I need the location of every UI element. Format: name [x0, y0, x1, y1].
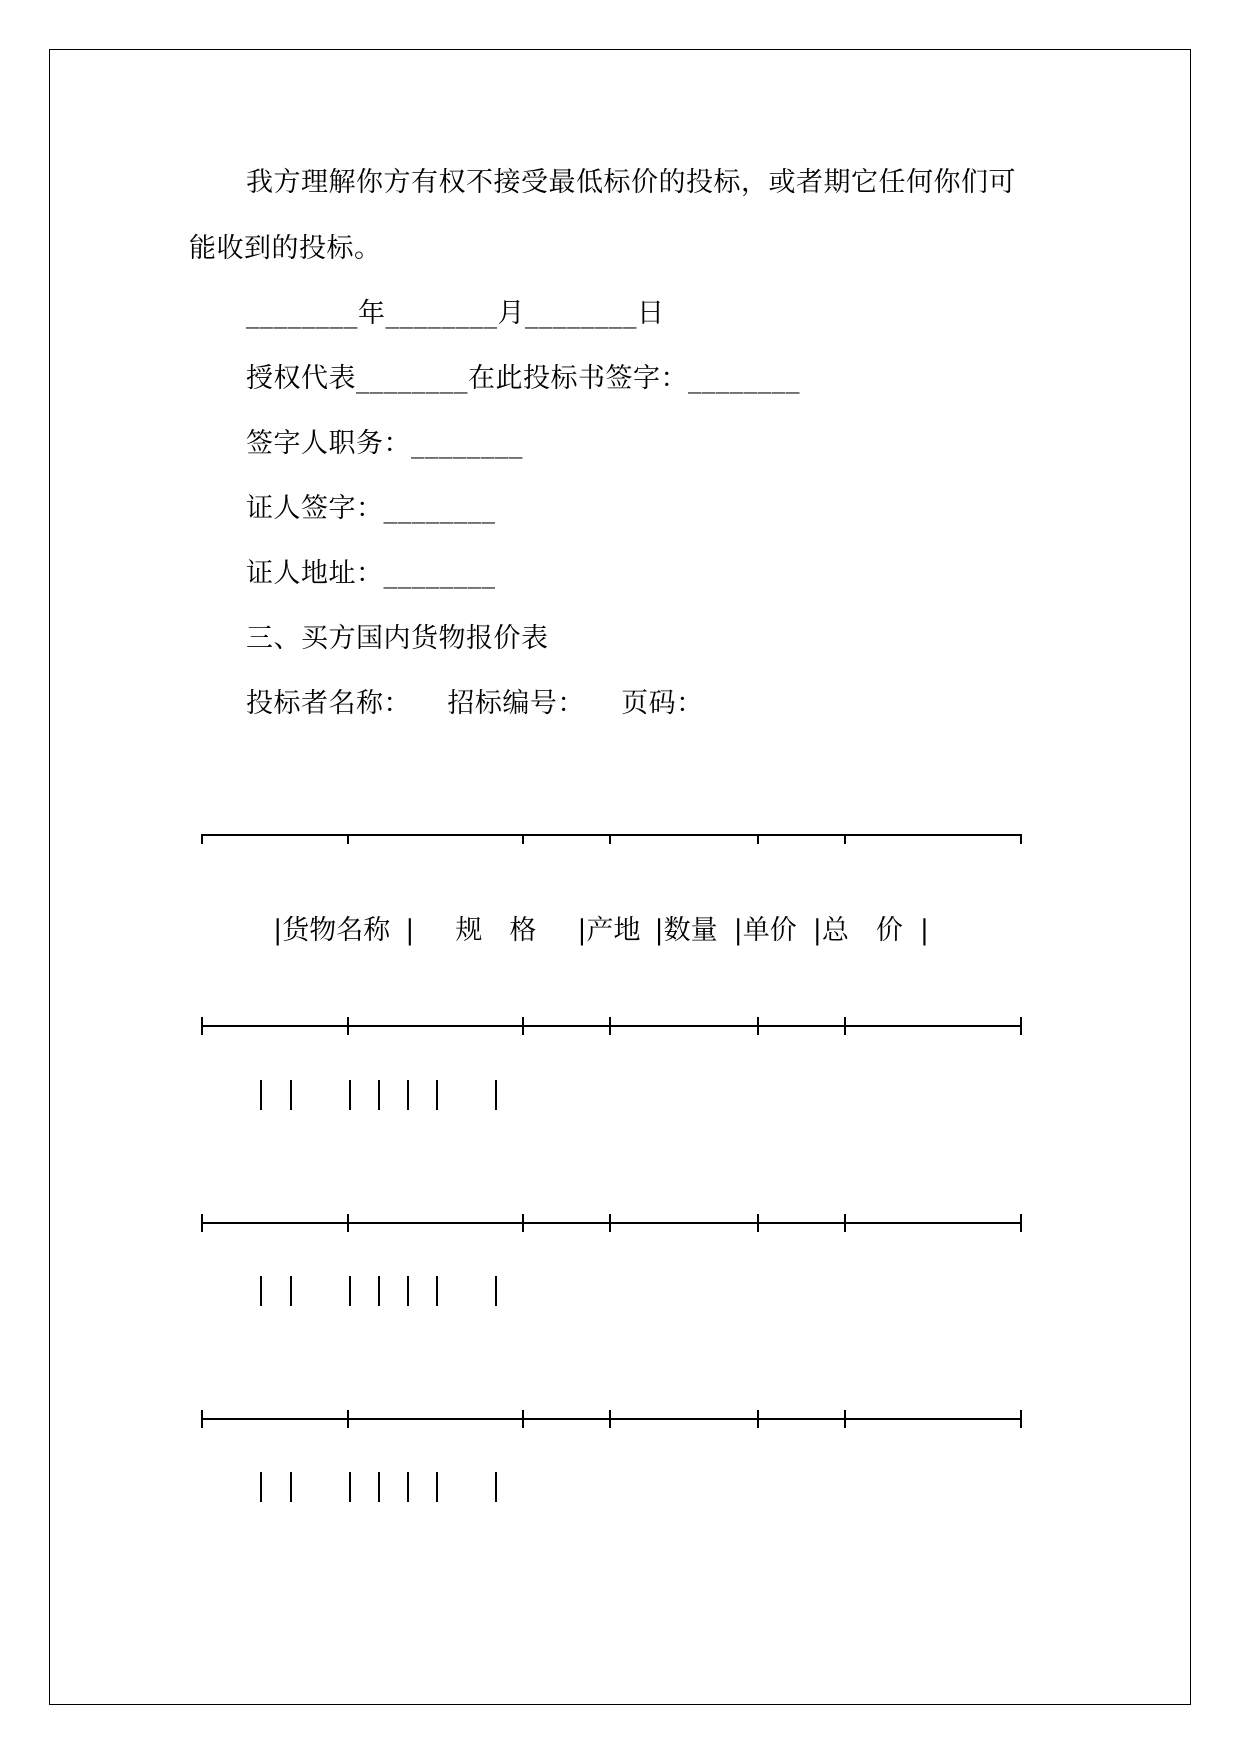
- table-header-row: [256, 880, 929, 948]
- header-divider: |: [273, 915, 283, 946]
- header-total-price: 总 价: [821, 915, 903, 946]
- header-divider: |: [812, 915, 822, 946]
- paragraph-line-2: 能收到的投标。: [189, 233, 382, 264]
- header-divider: |: [577, 915, 587, 946]
- header-unit-price: 单价: [742, 915, 797, 946]
- header-divider: |: [405, 915, 415, 946]
- section-title: 三、买方国内货物报价表: [246, 623, 549, 654]
- signer-title-line: 签字人职务：________: [246, 428, 523, 459]
- table-row: [260, 1276, 500, 1306]
- table-row: [260, 1472, 500, 1502]
- header-divider: |: [733, 915, 743, 946]
- header-quantity: 数量: [663, 915, 718, 946]
- header-origin: 产地: [586, 915, 641, 946]
- header-goods-name: 货物名称: [282, 915, 391, 946]
- witness-signature-line: 证人签字：________: [246, 493, 496, 524]
- header-spec: 规 格: [455, 915, 537, 946]
- bidder-meta-line: 投标者名称： 招标编号： 页码：: [246, 688, 704, 719]
- authorized-rep-line: 授权代表________在此投标书签字：________: [246, 363, 800, 394]
- date-line: ________年________月________日: [246, 298, 665, 329]
- header-divider: |: [654, 915, 664, 946]
- table-top-rule: [201, 826, 1022, 844]
- table-row-rule: [201, 1017, 1022, 1035]
- table-row: [260, 1080, 500, 1110]
- table-row-rule: [201, 1214, 1022, 1232]
- witness-address-line: 证人地址：________: [246, 558, 496, 589]
- paragraph-line-1: 我方理解你方有权不接受最低标价的投标，或者期它任何你们可: [246, 167, 1016, 198]
- header-divider: |: [919, 915, 929, 946]
- table-row-rule: [201, 1410, 1022, 1428]
